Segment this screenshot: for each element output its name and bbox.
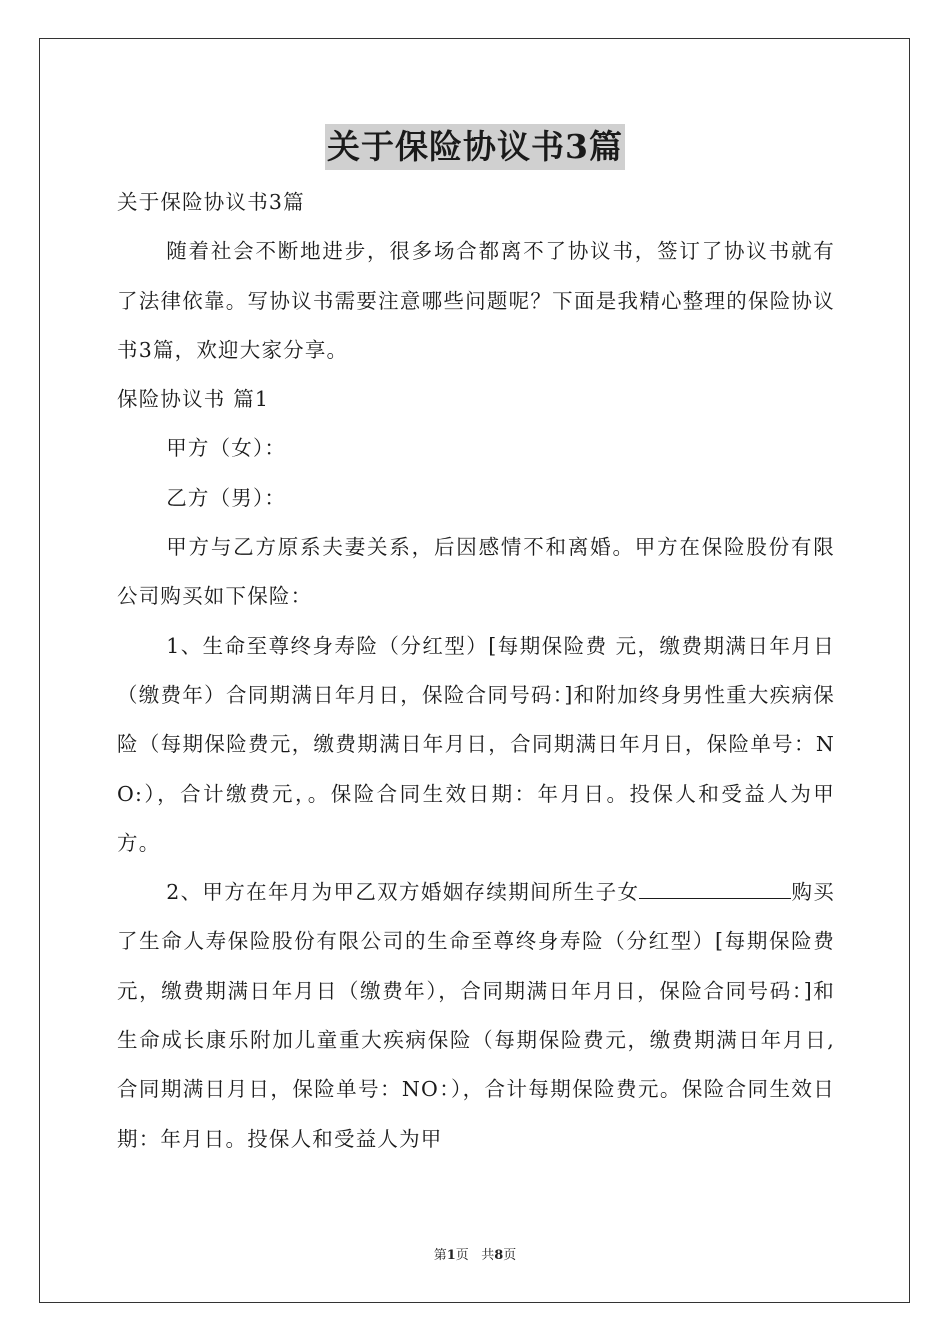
clause-1-paragraph: 1、生命至尊终身寿险（分红型）[每期保险费 元，缴费期满日年月日（缴费年）合同期满日年月日，保险合同号码：]和附加终身男性重大疾病保险（每期保险费元，缴费期满日年月日，合同期满日年月日，保险单号：NO:），合计缴费元，。保险合同生效日期：年月日。投保人和受益人为甲方。 bbox=[117, 633, 835, 855]
page-prefix: 第 bbox=[433, 1248, 447, 1263]
total-pages: 8 bbox=[494, 1248, 504, 1263]
party-a-line: 甲方（女）： bbox=[166, 436, 287, 461]
section-heading: 保险协议书 篇1 bbox=[117, 387, 270, 412]
page-suffix: 页 bbox=[455, 1248, 469, 1263]
clause-2-text-start: 2、甲方在年月为甲乙双方婚姻存续期间所生子女 bbox=[166, 880, 640, 905]
party-b-line: 乙方（男）： bbox=[166, 485, 287, 510]
title-area bbox=[0, 124, 950, 170]
page-footer bbox=[0, 1247, 950, 1265]
total-prefix: 共 bbox=[481, 1248, 495, 1263]
clause-2-text-end: 购买了生命人寿保险股份有限公司的生命至尊终身寿险（分红型）[每期保险费元，缴费期满日年月日（缴费年），合同期满日年月日，保险合同号码：]和生命成长康乐附加儿童重大疾病保险（每期保险费元，缴费期满日年月日,合同期满日月日，保险单号：NO：），合计每期保险费元。保险合同生效日期：年月日。投保人和受益人为甲 bbox=[117, 880, 835, 1151]
intro-paragraph: 随着社会不断地进步，很多场合都离不了协议书，签订了协议书就有了法律依靠。写协议书需要注意哪些问题呢？下面是我精心整理的保险协议书3篇，欢迎大家分享。 bbox=[117, 239, 835, 362]
page-number: 1 bbox=[446, 1248, 456, 1263]
subtitle-paragraph: 关于保险协议书3篇 bbox=[117, 190, 305, 214]
background-paragraph: 甲方与乙方原系夫妻关系，后因感情不和离婚。甲方在保险股份有限公司购买如下保险： bbox=[117, 535, 835, 609]
fill-in-blank bbox=[639, 878, 791, 900]
total-suffix: 页 bbox=[503, 1248, 517, 1263]
document-body bbox=[117, 178, 835, 1164]
document-title: 关于保险协议书3篇 bbox=[325, 124, 625, 170]
clause-2-paragraph bbox=[117, 868, 835, 1164]
